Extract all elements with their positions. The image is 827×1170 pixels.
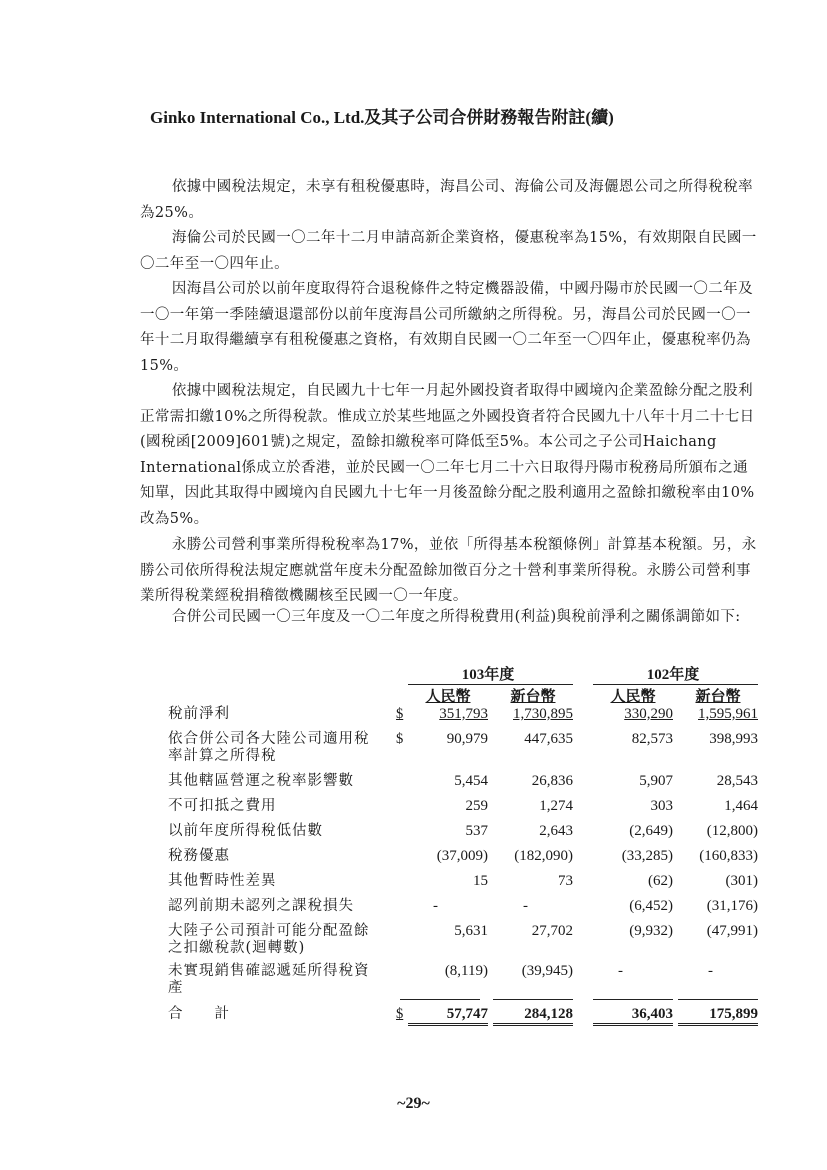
total-label: 合 計 xyxy=(168,1006,230,1022)
currency-header: 人民幣 xyxy=(610,689,656,705)
paragraph-reconciliation-intro: 合併公司民國一〇三年度及一〇二年度之所得稅費用(利益)與稅前淨利之關係調節如下: xyxy=(171,609,741,625)
cell-value: 1,730,895 xyxy=(513,706,573,722)
table-row xyxy=(168,848,758,872)
cell-value: 90,979 xyxy=(446,731,488,747)
year-header-103: 103年度 xyxy=(461,667,515,683)
total-value: 57,747 xyxy=(408,1006,488,1026)
row-label: 大陸子公司預計可能分配盈餘之扣繳稅款(迴轉數) xyxy=(168,923,370,956)
row-label: 其他轄區營運之稅率影響數 xyxy=(168,773,354,789)
cell-value: 303 xyxy=(650,798,673,814)
cell-value: 351,793 xyxy=(439,706,488,722)
cell-value: 1,595,961 xyxy=(698,706,758,722)
dollar-sign: $ xyxy=(396,706,404,722)
cell-value: 5,907 xyxy=(639,773,673,789)
table-row-total xyxy=(168,1006,758,1030)
row-label: 未實現銷售確認遞延所得稅資產 xyxy=(168,963,370,996)
currency-header: 新台幣 xyxy=(695,689,741,705)
cell-value: 330,290 xyxy=(624,706,673,722)
table-row xyxy=(168,923,758,963)
cell-value: (8,119) xyxy=(444,963,488,979)
page-title: Ginko International Co., Ltd.及其子公司合併財務報告附註(續) xyxy=(150,108,614,127)
currency-header: 人民幣 xyxy=(425,689,471,705)
cell-value: 82,573 xyxy=(631,731,673,747)
cell-value: 447,635 xyxy=(524,731,573,747)
dollar-sign: $ xyxy=(396,1006,404,1022)
cell-value: - xyxy=(523,898,528,914)
row-label: 以前年度所得稅低估數 xyxy=(168,823,323,839)
year-header-102: 102年度 xyxy=(646,667,700,683)
table-row xyxy=(168,963,758,1003)
cell-value: - xyxy=(433,898,438,914)
cell-value: (33,285) xyxy=(621,848,673,864)
row-label: 其他暫時性差異 xyxy=(168,873,277,889)
total-value: 36,403 xyxy=(593,1006,673,1026)
cell-value: - xyxy=(618,963,623,979)
cell-value: 537 xyxy=(465,823,488,839)
cell-value: 28,543 xyxy=(716,773,758,789)
paragraph-hailun-incentive: 海倫公司於民國一〇二年十二月申請高新企業資格，優惠稅率為15%，有效期限自民國一〇二年至一〇四年止。 xyxy=(140,230,757,272)
cell-value: 259 xyxy=(465,798,488,814)
paragraph-yongsheng: 永勝公司營利事業所得稅稅率為17%，並依「所得基本稅額條例」計算基本稅額。另，永勝公司依所得稅法規定應就當年度未分配盈餘加徵百分之十營利事業所得稅。永勝公司營利事業所得稅業經稅捐稽徵機關核至民國一〇一年度。 xyxy=(140,537,757,604)
page-number: ~29~ xyxy=(397,1095,430,1112)
dollar-sign: $ xyxy=(396,731,404,747)
cell-value: (31,176) xyxy=(706,898,758,914)
cell-value: 5,454 xyxy=(454,773,488,789)
cell-value: 27,702 xyxy=(531,923,573,939)
cell-value: (160,833) xyxy=(699,848,758,864)
row-label: 依合併公司各大陸公司適用稅率計算之所得稅 xyxy=(168,731,370,764)
cell-value: 2,643 xyxy=(539,823,573,839)
total-value: 175,899 xyxy=(678,1006,758,1026)
table-row xyxy=(168,873,758,897)
sum-rule xyxy=(678,999,758,1000)
table-row xyxy=(168,773,758,797)
table-row xyxy=(168,898,758,922)
sum-rule xyxy=(593,999,673,1000)
cell-value: (39,945) xyxy=(521,963,573,979)
row-label: 稅務優惠 xyxy=(168,848,230,864)
row-label: 不可扣抵之費用 xyxy=(168,798,277,814)
table-row xyxy=(168,823,758,847)
sum-rule xyxy=(400,999,480,1000)
cell-value: - xyxy=(708,963,713,979)
cell-value: (62) xyxy=(648,873,673,889)
cell-value: (12,800) xyxy=(706,823,758,839)
cell-value: 73 xyxy=(558,873,573,889)
table-row xyxy=(168,706,758,730)
cell-value: 26,836 xyxy=(531,773,573,789)
cell-value: (37,009) xyxy=(436,848,488,864)
currency-header: 新台幣 xyxy=(510,689,556,705)
cell-value: 398,993 xyxy=(709,731,758,747)
cell-value: 15 xyxy=(473,873,488,889)
cell-value: 1,464 xyxy=(724,798,758,814)
table-row xyxy=(168,798,758,822)
paragraph-haichang-refund: 因海昌公司於以前年度取得符合退稅條件之特定機器設備，中國丹陽市於民國一〇二年及一〇一年第一季陸續退還部份以前年度海昌公司所繳納之所得稅。另，海昌公司於民國一〇一年十二月取得繼續享有租稅優惠之資格，有效期自民國一〇二年至一〇四年止，優惠稅率仍為15%。 xyxy=(140,281,753,374)
cell-value: (47,991) xyxy=(706,923,758,939)
paragraph-withholding: 依據中國稅法規定，自民國九十七年一月起外國投資者取得中國境內企業盈餘分配之股利正常需扣繳10%之所得稅款。惟成立於某些地區之外國投資者符合民國九十八年十月二十七日(國稅函[2009]601號)之規定，盈餘扣繳稅率可降低至5%。本公司之子公司Haichang International係成立於香港，並於民國一〇二年七月二十六日取得丹陽市稅務局所頒布之通知單，因此其取得中國境內自民國九十七年一月後盈餘分配之股利適用之盈餘扣繳稅率由10%改為5%。 xyxy=(140,383,755,527)
cell-value: (182,090) xyxy=(514,848,573,864)
cell-value: 1,274 xyxy=(539,798,573,814)
cell-value: 5,631 xyxy=(454,923,488,939)
total-value: 284,128 xyxy=(493,1006,573,1026)
table-row xyxy=(168,731,758,771)
sum-rule xyxy=(493,999,573,1000)
row-label: 稅前淨利 xyxy=(168,706,230,722)
cell-value: (2,649) xyxy=(629,823,673,839)
row-label: 認列前期未認列之課稅損失 xyxy=(168,898,354,914)
cell-value: (6,452) xyxy=(629,898,673,914)
paragraph-tax-rate: 依據中國稅法規定，未享有租稅優惠時，海昌公司、海倫公司及海儷恩公司之所得稅稅率為25%。 xyxy=(140,179,753,221)
cell-value: (9,932) xyxy=(629,923,673,939)
cell-value: (301) xyxy=(725,873,758,889)
